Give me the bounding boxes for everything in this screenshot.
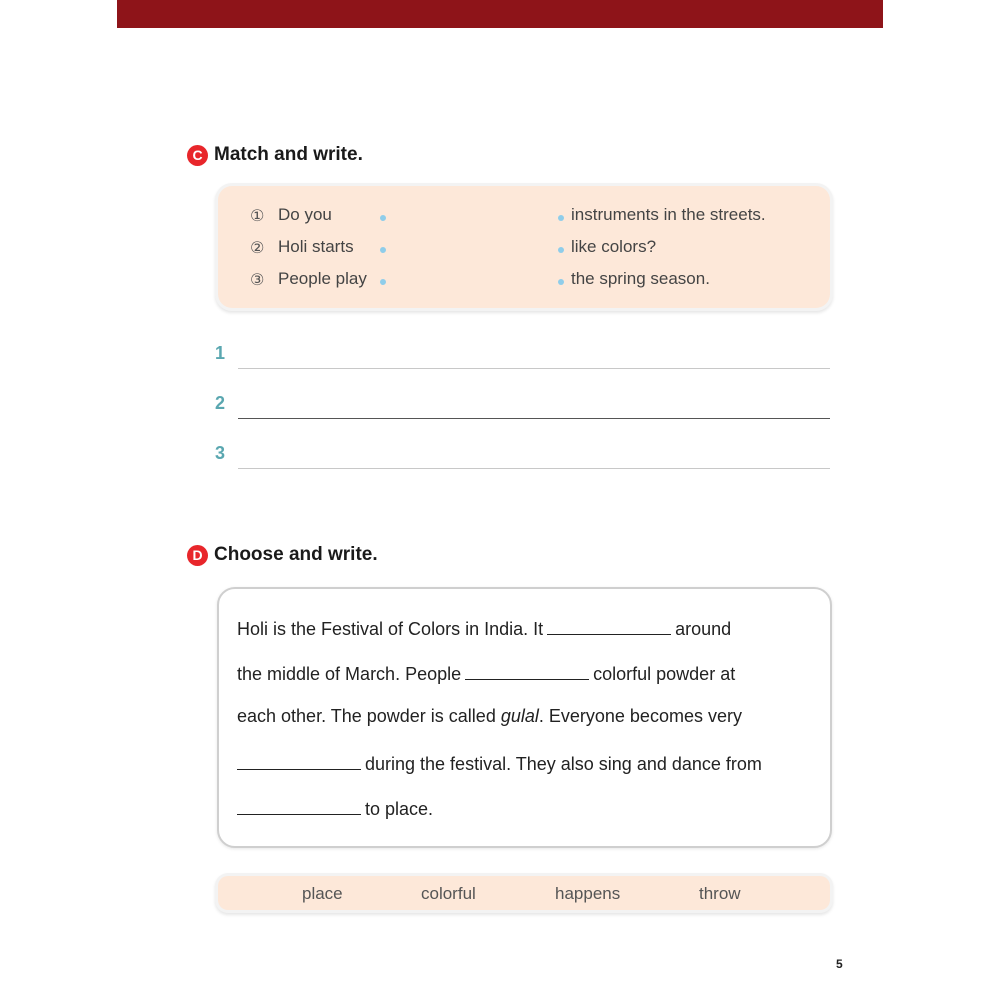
word-bank-item[interactable]: colorful (421, 884, 476, 903)
answer-line-2[interactable] (215, 393, 830, 423)
word-bank-item[interactable]: happens (555, 884, 621, 903)
match-dot-left[interactable] (380, 215, 386, 221)
match-right-text: the spring season. (571, 269, 710, 288)
passage-box (217, 587, 832, 848)
answer-rule[interactable] (238, 468, 830, 469)
match-row (218, 268, 830, 294)
passage-italic-term: gulal (500, 706, 539, 726)
passage-text: colorful powder at (593, 664, 736, 684)
section-d-heading (187, 542, 378, 568)
answer-number: 1 (215, 343, 226, 363)
match-row (218, 204, 830, 230)
passage-text: during the festival. They also sing and dance from (365, 754, 762, 774)
section-d-title: Choose and write. (214, 544, 378, 565)
match-dot-right[interactable] (558, 215, 564, 221)
section-d-badge: D (187, 545, 208, 566)
blank-1[interactable] (547, 616, 671, 635)
answer-number: 2 (215, 393, 226, 413)
blank-3[interactable] (237, 751, 361, 770)
word-bank (218, 876, 830, 910)
match-dot-right[interactable] (558, 279, 564, 285)
section-c-badge: C (187, 145, 208, 166)
blank-4[interactable] (237, 796, 361, 815)
section-c-title: Match and write. (214, 144, 363, 165)
match-right-text: like colors? (571, 237, 657, 256)
match-right-text: instruments in the streets. (571, 205, 766, 224)
top-banner (117, 0, 883, 28)
answer-rule[interactable] (238, 418, 830, 419)
passage-line-1 (237, 616, 731, 644)
answer-rule[interactable] (238, 368, 830, 369)
answer-number: 3 (215, 443, 226, 463)
match-row (218, 236, 830, 262)
answer-line-3[interactable] (215, 443, 830, 473)
match-left-text: Holi starts (278, 237, 354, 256)
match-dot-right[interactable] (558, 247, 564, 253)
passage-text: each other. The powder is called (237, 706, 501, 726)
match-number: ③ (250, 272, 265, 289)
passage-text: . Everyone becomes very (538, 706, 742, 726)
match-left-text: People play (278, 269, 367, 288)
answer-line-1[interactable] (215, 343, 830, 373)
passage-text: to place. (365, 799, 434, 819)
word-bank-item[interactable]: place (302, 884, 343, 903)
passage-line-4 (237, 751, 762, 779)
passage-text: Holi is the Festival of Colors in India. It (237, 619, 544, 639)
match-number: ① (250, 208, 265, 225)
section-c-heading (187, 142, 363, 168)
match-dot-left[interactable] (380, 247, 386, 253)
passage-line-5 (237, 796, 433, 824)
passage-text: the middle of March. People (237, 664, 462, 684)
match-number: ② (250, 240, 265, 257)
passage-line-3 (237, 706, 742, 734)
match-dot-left[interactable] (380, 279, 386, 285)
page-number: 5 (836, 957, 843, 971)
blank-2[interactable] (465, 661, 589, 680)
word-bank-item[interactable]: throw (699, 884, 741, 903)
passage-line-2 (237, 661, 735, 689)
match-left-text: Do you (278, 205, 332, 224)
match-box (218, 186, 830, 308)
passage-text: around (675, 619, 732, 639)
